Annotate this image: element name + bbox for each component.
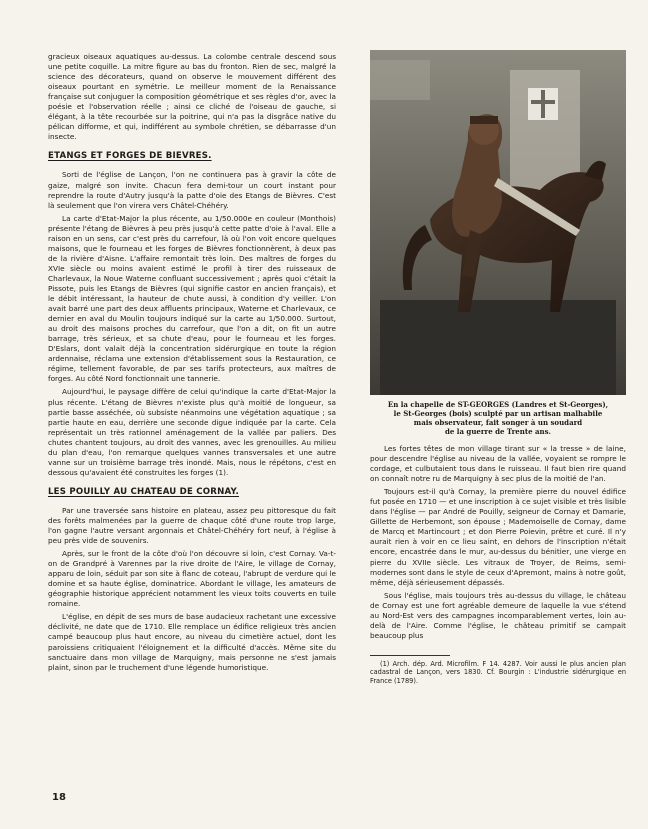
body-paragraph: Sorti de l'église de Lançon, l'on ne continuera pas à gravir la côte de gaize, malgré son invite. Chacun fera demi-tour un court instant pour reprendre la route d'Autry jusqu'à la patte d'oie des Etangs de Bièvres. C'est là seulement que l'on virera vers Châtel-Chéhéry. xyxy=(48,170,336,210)
page-number: 18 xyxy=(52,792,66,803)
body-paragraph: Par une traversée sans histoire en plateau, assez peu pittoresque du fait des forêts malmenées par la guerre de chaque côté d'une route trop large, l'on gagne l'autre versant argonnais et Châtel-Chéhéry fort neuf, à l'église à peu près vide de souvenirs. xyxy=(48,505,336,546)
body-paragraph: Aujourd'hui, le paysage diffère de celui qu'indique la carte d'Etat-Major la plus récente. L'étang de Bièvres n'existe plus qu'à moitié de longueur, sa partie basse asséchée, où subsiste néanmoins une végétation aquatique ; sa partie haute en eau, derrière une seconde digue indiquée par la carte. Cela représentait un très rationnel aménagement de la vallée par paliers. Des chutes chantent toujours, au droit des vannes, avec les grenouilles. Au milieu du plan d'eau, l'on remarque quelques vannes transversales et une autre vanne sur un troisième barrage très inondé. Mais, nous le répétons, c'est en dessous qu'avaient été construites les forges (1). xyxy=(48,387,336,477)
body-paragraph: Après, sur le front de la côte d'où l'on découvre si loin, c'est Cornay. Va-t-on de Grandpré à Varennes par la rive droite de l'Aire, le village de Cornay, apparu de loin, séduit par son site à flanc de coteau, l'abrupt de verdure qui le domine et sa haute église, dominatrice. Abordant le village, les amateurs de géographie historique apprécient notamment les vieux toits couverts en tuile romaine. xyxy=(48,549,336,609)
intro-paragraph: gracieux oiseaux aquatiques au-dessus. La colombe centrale descend sous une petite coquille. La mitre figure au bas du fronton. Rien de sec, malgré la science des décorateurs, quand on observe le mouvement différent des oiseaux pourtant en symétrie. Le meilleur moment de la Renaissance française sut conjuguer la composition géométrique et ses règles d'or, avec la poésie et l'observation réelle ; ainsi ce cliché de l'oiseau de gauche, si élégant, à la tête recourbée sur la poitrine, qui n'a pas la disgrâce native du pélican difforme, et qui, indifférent au symbole chrétien, se débarrasse d'un insecte. xyxy=(48,52,336,142)
body-paragraph: La carte d'Etat-Major la plus récente, au 1/50.000e en couleur (Monthois) présente l'étang de Bièvres à peu près jusqu'à cette patte d'oie à l'aval. Elle a raison en un sens, car c'est près du carrefour, là où l'on voit encore quelques maisons, que le fourneau et les forges de Bièvres fonctionnèrent, à deux pas de la rivière d'Aisne. L'affaire remontait très loin. Des maîtres de forges du XVIe siècle ou moins avaient estimé le profil à tirer des ruisseaux de Charlevaux, la Noue Waterne confluant successivement ; après quoi c'était la Pissote, puis les Etangs de Bièvres (qui signifie castor en ancien français), et le débit intéressant, la hauteur de chute aussi, à condition d'y veiller. L'on avait barré une part des deux affluents principaux, Waterne et Charlevaux, ce dernier en aval du Moulin toujours indiqué sur la carte au 1/50.000. Surtout, au droit des maisons proches du carrefour, que l'on a dit, on fit un autre barrage, très sérieux, et sa chute d'eau, pour le fourneau et les forges. D'Eslars, dont valait déjà la concentration sidérurgique en toute la région ardennaise, réclama une extension d'établissement sous la Restauration, ce régime, tellement favorable, de par ses tarifs protecteurs, aux maîtres de forges. Au côté Nord fonctionnait une tannerie. xyxy=(48,213,336,384)
section-heading-pouilly: LES POUILLY AU CHATEAU DE CORNAY. xyxy=(48,486,239,497)
statue-illustration xyxy=(370,50,626,395)
right-column xyxy=(370,50,626,686)
section-heading-etangs: ETANGS ET FORGES DE BIEVRES. xyxy=(48,151,212,162)
body-paragraph: Les fortes têtes de mon village tirant sur « la tresse » de laine, pour descendre l'église au niveau de la vallée, voyaient se rompre le cordage, et culbutaient tous dans le ruisseau. Il faut bien rire quand on connaît notre ru de Marquigny à sec plus de la moitié de l'an. xyxy=(370,444,626,484)
saint-georges-photo xyxy=(370,50,626,395)
body-paragraph: L'église, en dépit de ses murs de base audacieux rachetant une excessive déclivité, ne date que de 1710. Elle remplace un édifice religieux très ancien campé beaucoup plus haut encore, au niveau du cimetière actuel, dont les paroissiens critiquaient l'éloignement et la difficulté d'accès. Même site du sanctuaire dans mon village de Marquigny, mais personne ne s'est jamais plaint, sinon par le truchement d'une légende humoristique. xyxy=(48,612,336,672)
caption-line: En la chapelle de ST-GEORGES (Landres et St-Georges), xyxy=(387,400,609,409)
body-paragraph: Toujours est-il qu'à Cornay, la première pierre du nouvel édifice fut posée en 1710 — et une inscription à ce sujet visible et très lisible dans l'église — par André de Pouilly, seigneur de Cornay et Damarie, Gillette de Herbemont, son épouse ; Mademoiselle de Cornay, dame de Marcq et Martincourt ; et don Pierre Poievin, prêtre et curé. Il n'y aurait rien à voir en ce lieu saint, en dehors de l'inscription n'était encore, encastrée dans le mur, au-dessus du bénitier, une vierge en pierre du XVIIe siècle. Les vitraux de Troyer, de Reims, semi-modernes sont dans le style de ceux d'Apremont, mains à notre goût, même, déjà sérieusement dépassés. xyxy=(370,487,626,587)
body-paragraph: Sous l'église, mais toujours très au-dessus du village, le château de Cornay est une fort agréable demeure de laquelle la vue s'étend au Nord-Est vers des campagnes incomparablement vertes, loin au-delà de l'Aire. Comme l'église, le château primitif se campait beaucoup plus xyxy=(370,590,626,640)
footnote-divider xyxy=(370,655,450,656)
caption-line: le St-Georges (bois) sculpté par un artisan malhabile xyxy=(393,409,603,418)
footnote: (1) Arch. dép. Ard. Microfilm. F 14. 4287. Voir aussi le plus ancien plan cadastral de Lançon, vers 1830. Cf. Bourgin : L'industrie sidérurgique en France (1789). xyxy=(370,659,626,686)
photo-caption xyxy=(370,400,626,436)
left-column xyxy=(48,52,336,676)
caption-line: mais observateur, fait songer à un soudard xyxy=(413,418,583,427)
caption-line: de la guerre de Trente ans. xyxy=(445,427,551,436)
